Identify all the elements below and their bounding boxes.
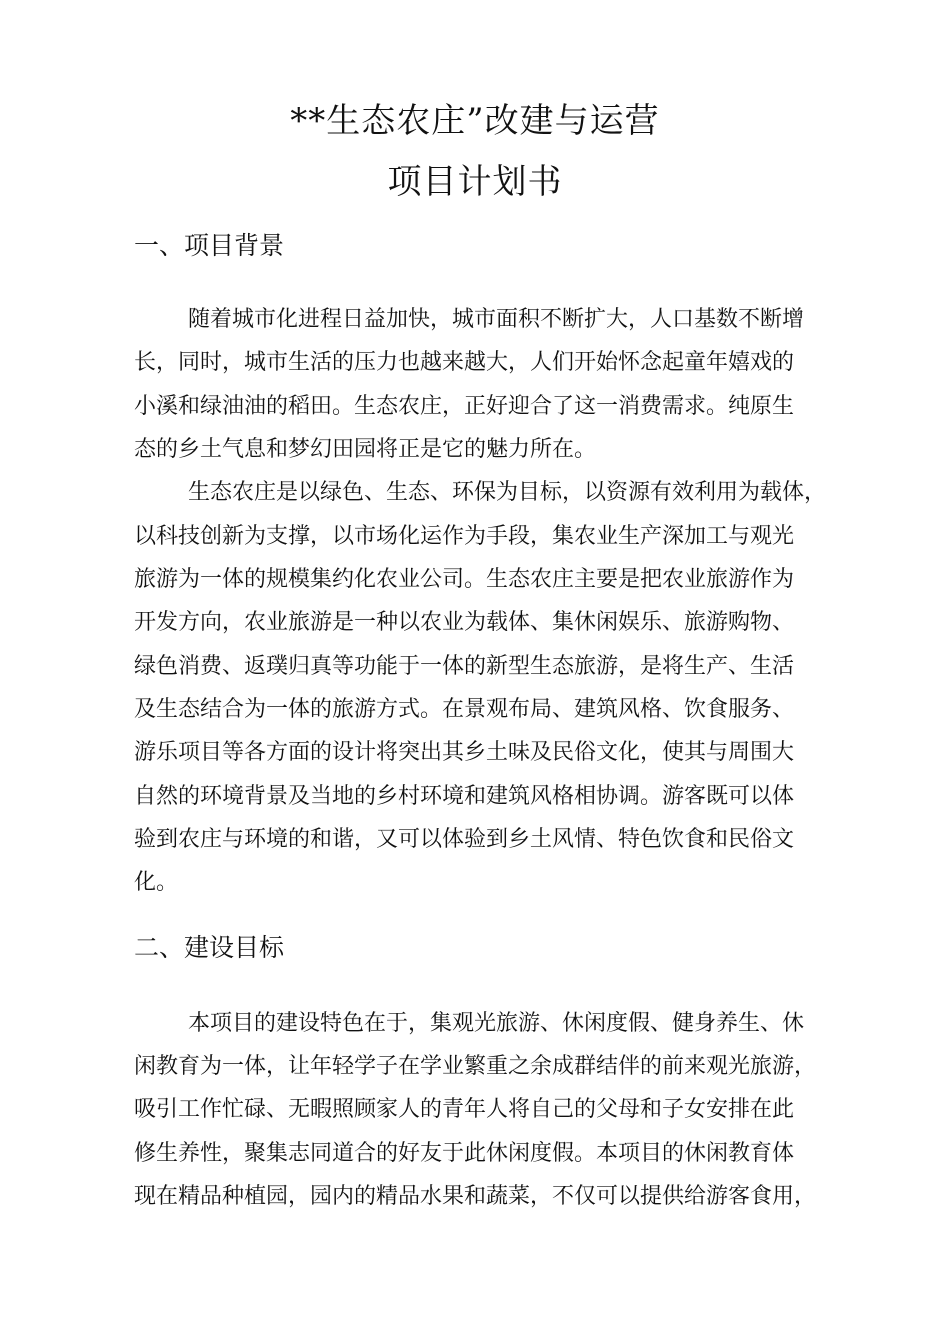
section-heading-background: 一、项目背景 — [134, 231, 285, 260]
paragraph-line: 本项目的建设特色在于，集观光旅游、休闲度假、健身养生、休 — [188, 1011, 805, 1036]
paragraph-line: 闲教育为一体，让年轻学子在学业繁重之余成群结伴的前来观光旅游， — [134, 1054, 817, 1079]
paragraph-line: 化。 — [134, 870, 179, 895]
paragraph-line: 自然的环境背景及当地的乡村环境和建筑风格相协调。游客既可以体 — [134, 784, 795, 809]
paragraph-line: 随着城市化进程日益加快，城市面积不断扩大，人口基数不断增 — [188, 307, 805, 332]
paragraph-line: 生态农庄是以绿色、生态、环保为目标，以资源有效利用为载体， — [188, 480, 827, 505]
paragraph-line: 验到农庄与环境的和谐，又可以体验到乡土风情、特色饮食和民俗文 — [134, 827, 795, 852]
paragraph-line: 绿色消费、返璞归真等功能于一体的新型生态旅游，是将生产、生活 — [134, 654, 795, 679]
section-heading-goals: 二、建设目标 — [134, 933, 285, 962]
paragraph-line: 长，同时，城市生活的压力也越来越大，人们开始怀念起童年嬉戏的 — [134, 350, 795, 375]
paragraph-line: 态的乡土气息和梦幻田园将正是它的魅力所在。 — [134, 437, 597, 462]
paragraph-line: 游乐项目等各方面的设计将突出其乡土味及民俗文化，使其与周围大 — [134, 740, 795, 765]
paragraph-line: 以科技创新为支撑，以市场化运作为手段，集农业生产深加工与观光 — [134, 524, 795, 549]
paragraph-line: 小溪和绿油油的稻田。生态农庄，正好迎合了这一消费需求。纯原生 — [134, 394, 795, 419]
paragraph-line: 开发方向，农业旅游是一种以农业为载体、集休闲娱乐、旅游购物、 — [134, 610, 795, 635]
document-subtitle: 项目计划书 — [387, 162, 563, 202]
paragraph-line: 吸引工作忙碌、无暇照顾家人的青年人将自己的父母和子女安排在此 — [134, 1097, 795, 1122]
paragraph-line: 及生态结合为一体的旅游方式。在景观布局、建筑风格、饮食服务、 — [134, 697, 795, 722]
paragraph-line: 旅游为一体的规模集约化农业公司。生态农庄主要是把农业旅游作为 — [134, 567, 795, 592]
paragraph-line: 现在精品种植园，园内的精品水果和蔬菜，不仅可以提供给游客食用， — [134, 1184, 817, 1209]
paragraph-line: 修生养性，聚集志同道合的好友于此休闲度假。本项目的休闲教育体 — [134, 1141, 795, 1166]
document-title: **生态农庄”改建与运营 — [290, 101, 660, 141]
